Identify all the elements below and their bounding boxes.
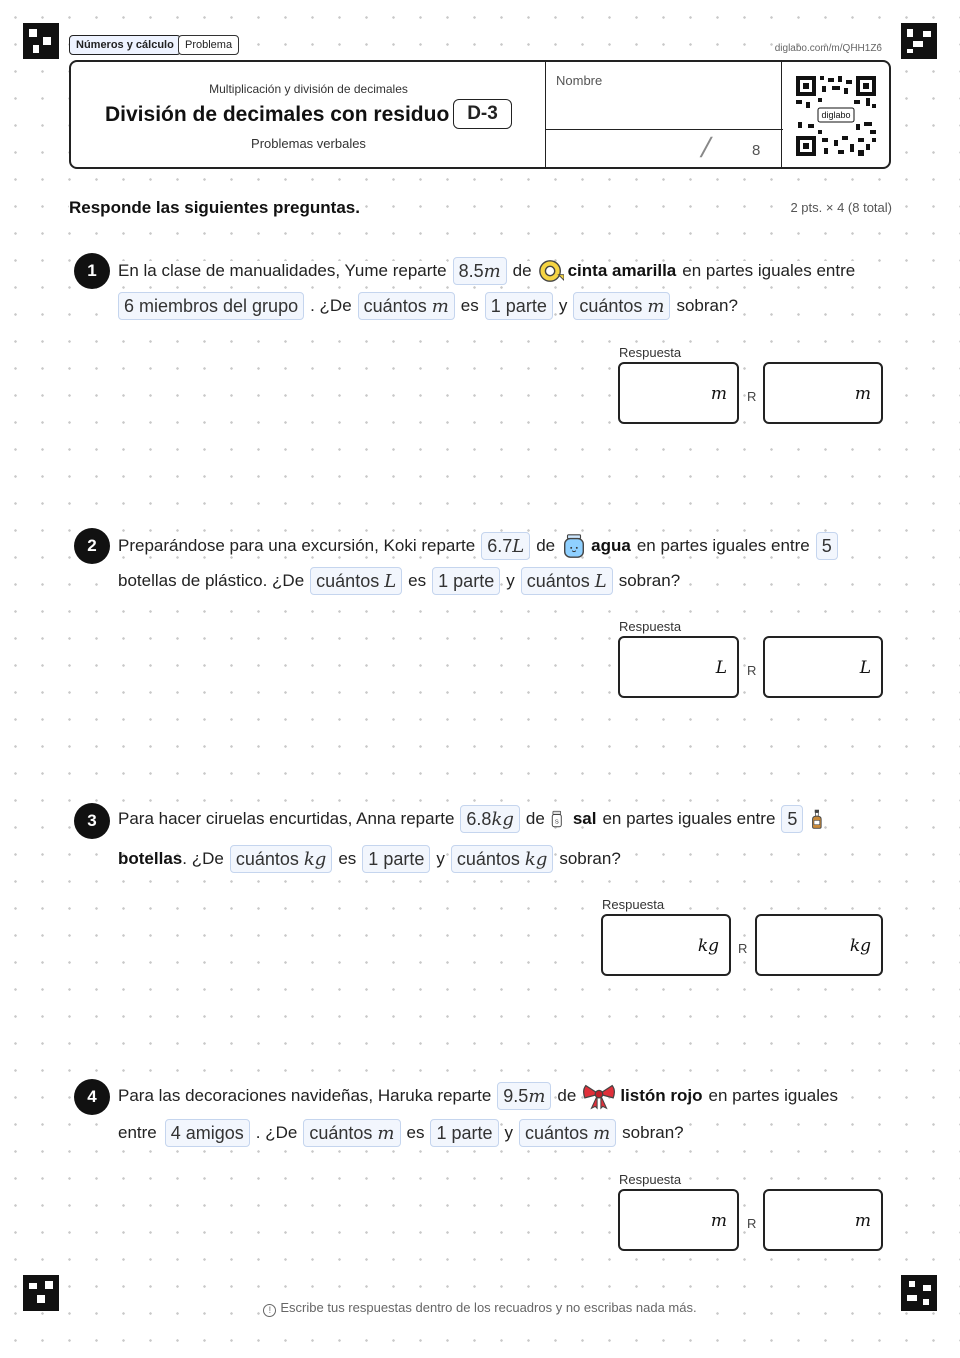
question-number: 4 [74,1079,110,1115]
source-url: diglabo.com/m/QHH1Z6 [774,43,882,54]
part-chip: 1 parte [362,845,430,873]
remainder-separator: R [747,1216,757,1231]
score-total: 8 [752,142,761,159]
qr-label: diglabo [821,110,851,120]
salt-shaker-icon [551,805,569,833]
question-1-line-1: En la clase de manualidades, Yume reparte 8.5m de cinta amarilla en partes iguales entre [118,257,861,285]
group-chip: 4 amigos [165,1119,250,1147]
remainder-separator: R [747,389,757,404]
question-number: 1 [74,253,110,289]
group-chip: 6 miembros del grupo [118,292,304,320]
item-name: botellas [118,849,183,868]
remainder-separator: R [738,941,748,956]
ribbon-bow-icon [582,1082,616,1110]
question-3-line-2: botellas . ¿De cuántos kg es 1 parte y cuántos kg sobran? [118,845,627,873]
footer-text: Escribe tus respuestas dentro de los recuadros y no escribas nada más. [280,1300,697,1315]
remainder-answer-box[interactable] [763,362,883,424]
question-number: 2 [74,528,110,564]
remainder-answer-box[interactable] [763,636,883,698]
part-chip: 1 parte [430,1119,498,1147]
how-many-chip: cuántos m [303,1119,400,1147]
question-text: entre [118,1123,157,1142]
quotient-answer-box[interactable] [601,914,731,976]
remainder-chip: cuántos m [573,292,670,320]
question-text: Preparándose para una excursión, Koki reparte [118,536,476,555]
question-text: Para las decoraciones navideñas, Haruka reparte [118,1086,492,1105]
question-text: En la clase de manualidades, Yume reparte [118,261,447,280]
remainder-answer-box[interactable] [755,914,883,976]
name-divider [546,129,783,130]
worksheet-title: División de decimales con residuo [105,103,450,126]
question-4-line-1: Para las decoraciones navideñas, Haruka reparte 9.5m de listón rojo en partes iguales [118,1082,844,1110]
answer-label: Respuesta [619,1172,682,1187]
points-info: 2 pts. × 4 (8 total) [790,200,892,215]
qr-code-icon [794,74,878,158]
unit-label: kg [697,936,719,956]
group-chip: 5 [816,532,838,560]
unit-label: m [854,1211,871,1231]
unit-label: L [715,658,727,678]
how-many-chip: cuántos L [310,567,402,595]
question-1-line-2: 6 miembros del grupo . ¿De cuántos m es 1 parte y cuántos m sobran? [118,292,744,320]
remainder-answer-box[interactable] [763,1189,883,1251]
item-name: cinta amarilla [567,261,677,280]
footer-note [0,1300,960,1317]
quantity-chip: 8.5m [453,257,507,285]
category-tag: Números y cálculo [69,35,181,55]
unit-label: m [710,1211,727,1231]
part-chip: 1 parte [485,292,553,320]
quantity-chip: 9.5m [497,1082,551,1110]
question-text: Para hacer ciruelas encurtidas, Anna reparte [118,809,455,828]
quotient-answer-box[interactable] [618,1189,739,1251]
item-name: agua [591,536,631,555]
how-many-chip: cuántos m [358,292,455,320]
answer-label: Respuesta [619,619,682,634]
name-label: Nombre [556,73,603,88]
title-section [71,62,546,167]
score-slash: / [697,132,715,163]
answer-label: Respuesta [602,897,665,912]
quotient-answer-box[interactable] [618,636,739,698]
quantity-chip: 6.8kg [460,805,519,833]
tape-icon [538,257,564,285]
subject-label: Multiplicación y división de decimales [209,82,408,96]
question-4-line-2: entre 4 amigos . ¿De cuántos m es 1 parte y cuántos m sobran? [118,1119,690,1147]
type-tag: Problema [178,35,239,55]
remainder-separator: R [747,663,757,678]
group-chip: 5 [781,805,803,833]
quantity-chip: 6.7L [481,532,530,560]
quotient-answer-box[interactable] [618,362,739,424]
answer-label: Respuesta [619,345,682,360]
question-number: 3 [74,803,110,839]
remainder-chip: cuántos L [521,567,613,595]
remainder-chip: cuántos kg [451,845,554,873]
question-3-line-1: Para hacer ciruelas encurtidas, Anna reparte 6.8kg de S sal en partes iguales entre 5 [118,805,833,833]
question-2-line-1: Preparándose para una excursión, Koki reparte 6.7L de agua en partes iguales entre 5 [118,532,844,560]
instruction-text: Responde las siguientes preguntas. [69,198,360,217]
info-icon: ! [263,1304,276,1317]
item-name: sal [572,809,597,828]
name-score-section [545,62,782,167]
water-jar-icon [561,532,587,560]
item-name: listón rojo [620,1086,703,1105]
unit-label: m [854,384,871,404]
svg-text:S: S [554,819,559,826]
remainder-chip: cuántos m [519,1119,616,1147]
how-many-chip: cuántos kg [230,845,333,873]
bottle-icon [809,805,829,833]
worksheet-code: D-3 [453,99,512,129]
unit-label: L [859,658,871,678]
part-chip: 1 parte [432,567,500,595]
corner-marker-top-right [901,23,937,59]
corner-marker-top-left [23,23,59,59]
qr-section [781,62,889,167]
worksheet-subtitle: Problemas verbales [251,136,366,151]
worksheet-header [69,60,891,169]
question-2-line-2: botellas de plástico. ¿De cuántos L es 1 parte y cuántos L sobran? [118,567,686,595]
unit-label: m [710,384,727,404]
unit-label: kg [849,936,871,956]
question-text: botellas de plástico. ¿De [118,571,305,590]
